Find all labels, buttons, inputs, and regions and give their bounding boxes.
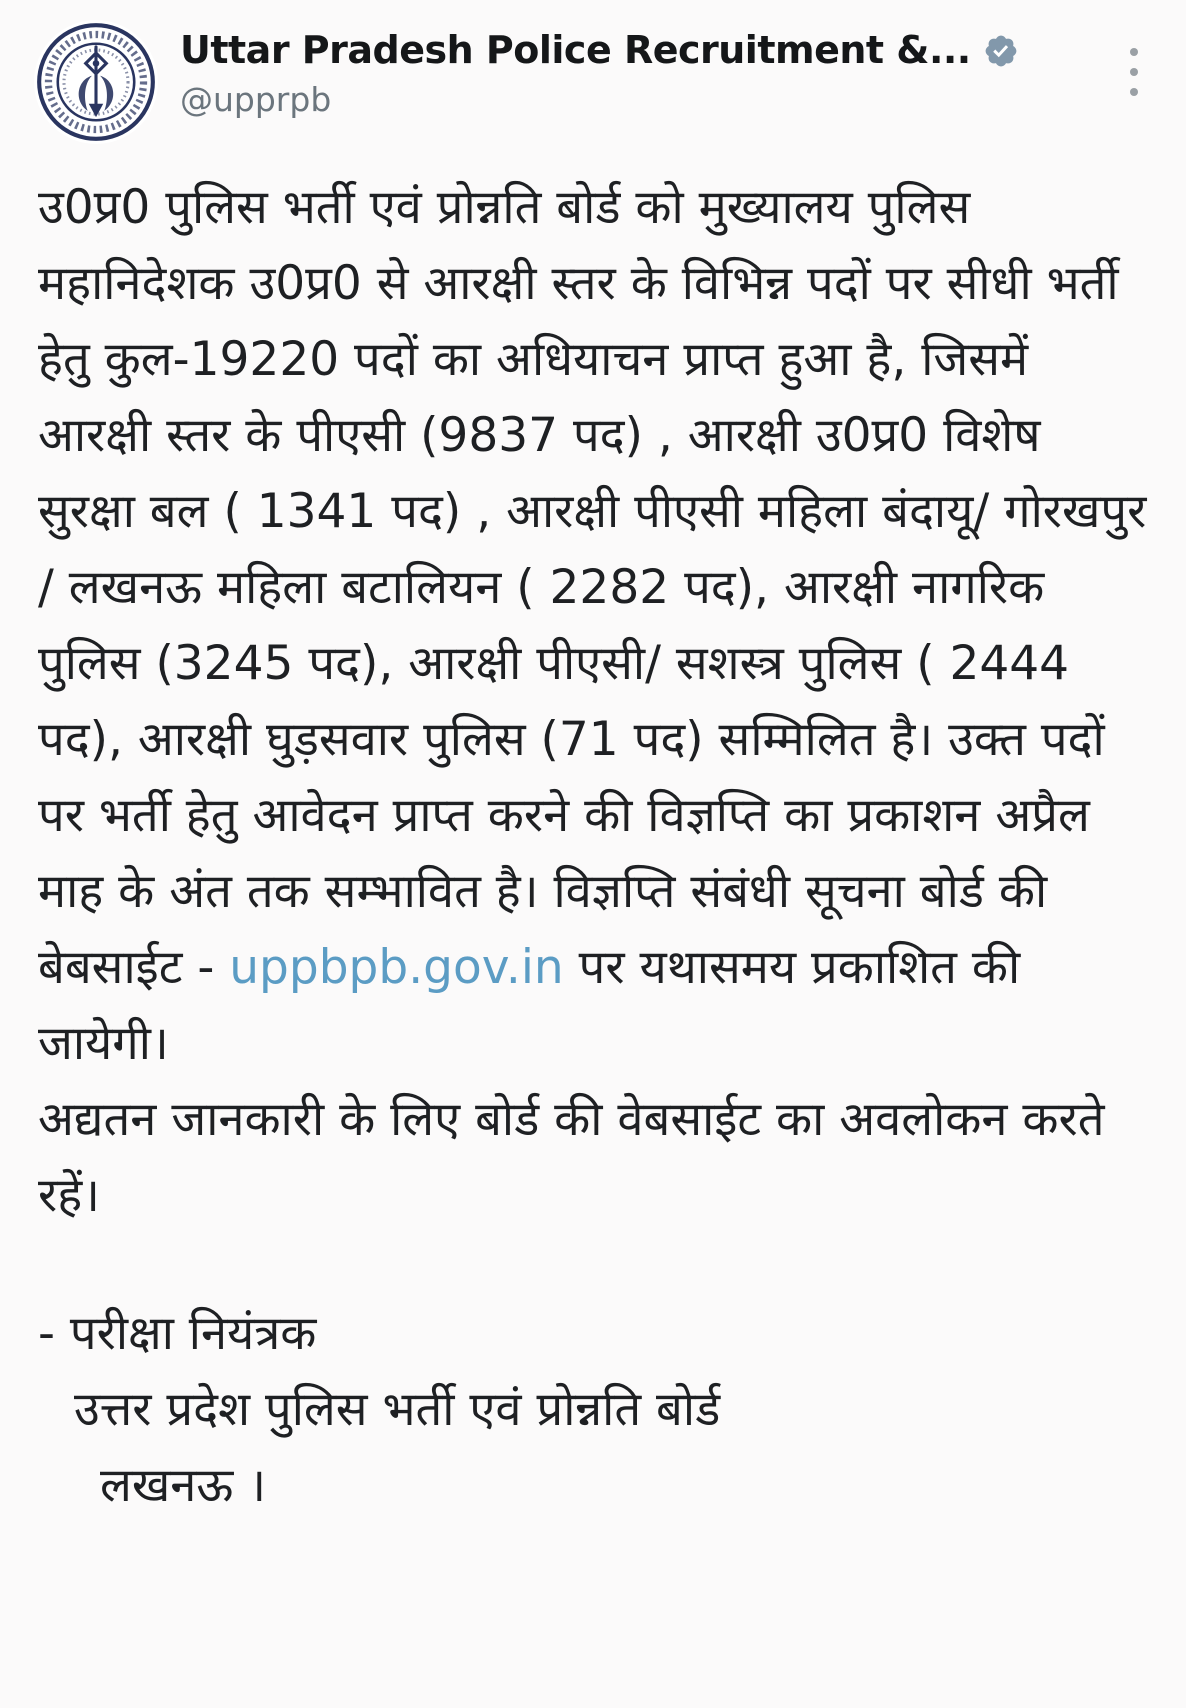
- post-text-before-link: उ0प्र0 पुलिस भर्ती एवं प्रोन्नति बोर्ड को मुख्यालय पुलिस महानिदेशक उ0प्र0 से आरक्षी स्तर के विभिन्न पदों पर सीधी भर्ती हेतु कुल-19220 पदों का अधियाचन प्राप्त हुआ है, जिसमें आरक्षी स्तर के पीएसी (9837 पद) , आरक्षी उ0प्र0 विशेष सुरक्षा बल ( 1341 पद) , आरक्षी पीएसी महिला बंदायू/ गोरखपुर / लखनऊ महिला बटालियन ( 2282 पद), आरक्षी नागरिक पुलिस (3245 पद), आरक्षी पीएसी/ सशस्त्र पुलिस ( 2444 पद), आरक्षी घुड़सवार पुलिस (71 पद) सम्मिलित है। उक्त पदों पर भर्ती हेतु आवेदन प्राप्त करने की विज्ञप्ति का प्रकाशन अप्रैल माह के अंत तक सम्भावित है। विज्ञप्ति संबंधी सूचना बोर्ड की बेबसाईट -: [38, 180, 1147, 995]
- signature-place: लखनऊ ।: [100, 1458, 267, 1513]
- post-header: [0, 0, 1186, 144]
- post-text-paragraph: [38, 170, 1150, 1082]
- up-police-seal-icon: [34, 20, 158, 144]
- account-identity: [180, 20, 1019, 119]
- signature-designation: - परीक्षा नियंत्रक: [38, 1306, 317, 1361]
- post-text-after-link: पर यथासमय प्रकाशित की जायेगी।: [38, 940, 1021, 1071]
- post-body: [0, 144, 1186, 1524]
- website-link[interactable]: uppbpb.gov.in: [229, 940, 564, 995]
- verified-badge-icon: [983, 33, 1019, 69]
- post-update-note: अद्यतन जानकारी के लिए बोर्ड की वेबसाईट का अवलोकन करते रहें।: [38, 1092, 1105, 1223]
- dot: [1130, 48, 1138, 56]
- avatar[interactable]: [34, 20, 158, 144]
- signature-block: [38, 1296, 1150, 1524]
- dot: [1130, 68, 1138, 76]
- signature-organisation: उत्तर प्रदेश पुलिस भर्ती एवं प्रोन्नति बोर्ड: [74, 1382, 721, 1437]
- account-display-name[interactable]: Uttar Pradesh Police Recruitment &...: [180, 28, 971, 72]
- dot: [1130, 88, 1138, 96]
- more-options-button[interactable]: [1124, 42, 1144, 102]
- account-handle[interactable]: @upprpb: [180, 80, 332, 119]
